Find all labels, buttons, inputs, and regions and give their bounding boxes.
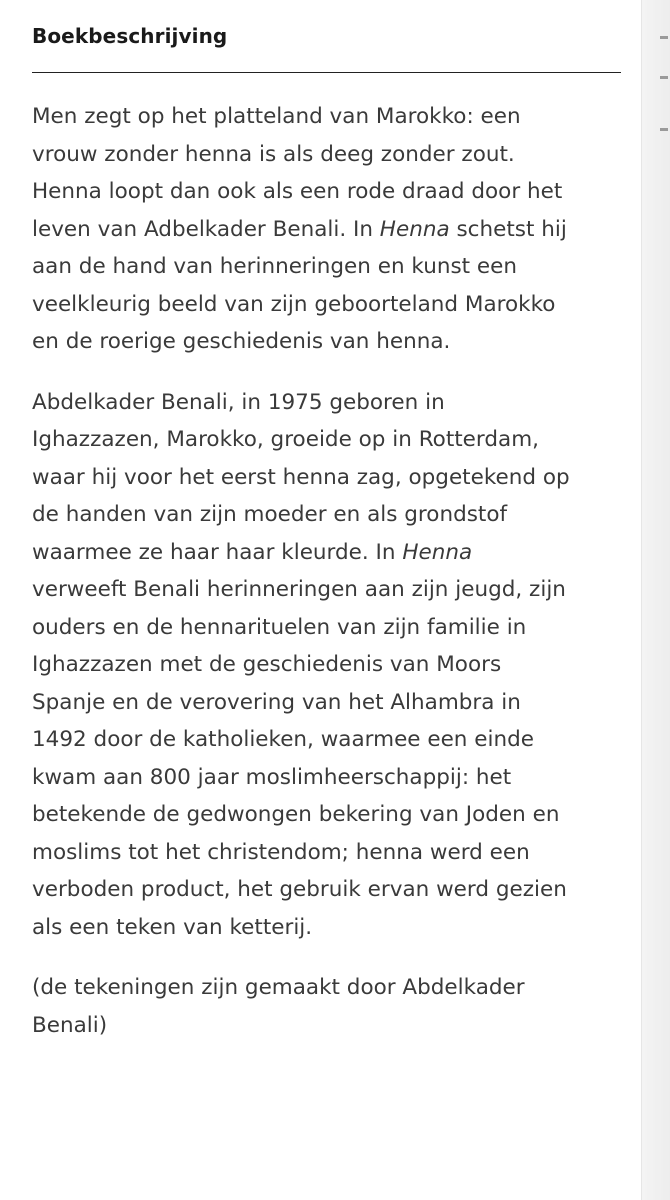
paragraph-2-text-a: Abdelkader Benali, in 1975 geboren in Ighazzazen, Marokko, groeide op in Rotterdam, waar hij voor het eerst henna zag, opgetekend op de handen van zijn moeder en als grondstof waarmee ze haar haar kleurde. In	[32, 389, 570, 565]
edge-mark	[660, 76, 668, 79]
description-paragraph-1	[32, 98, 572, 361]
book-title-italic: Henna	[379, 216, 450, 242]
adjacent-panel-edge	[641, 0, 670, 1200]
edge-mark	[660, 128, 668, 131]
heading-divider	[32, 72, 621, 73]
section-heading: Boekbeschrijving	[32, 24, 228, 48]
paragraph-2-text-b: verweeft Benali herinneringen aan zijn jeugd, zijn ouders en de hennarituelen van zijn familie in Ighazzazen met de geschiedenis van Moors Spanje en de verovering van het Alhambra in 1492 door de katholieken, waarmee een einde kwam aan 800 jaar moslimheerschappij: het betekende de gedwongen bekering van Joden en moslims tot het christendom; henna werd een verboden product, het gebruik ervan werd gezien als een teken van ketterij.	[32, 577, 567, 940]
description-paragraph-2	[32, 384, 572, 947]
edge-mark	[660, 36, 668, 39]
book-title-italic: Henna	[402, 539, 473, 565]
paragraph-1-text-a: Men zegt op het platteland van Marokko: een vrouw zonder henna is als deeg zonder zout. Henna loopt dan ook als een rode draad door het leven van Adbelkader Benali. In	[32, 104, 563, 242]
description-paragraph-3: (de tekeningen zijn gemaakt door Abdelkader Benali)	[32, 975, 525, 1038]
paragraph-1-text-b: schetst hij aan de hand van herinneringen en kunst een veelkleurig beeld van zijn geboorteland Marokko en de roerige geschiedenis van henna.	[32, 216, 567, 354]
book-description	[32, 98, 572, 1067]
